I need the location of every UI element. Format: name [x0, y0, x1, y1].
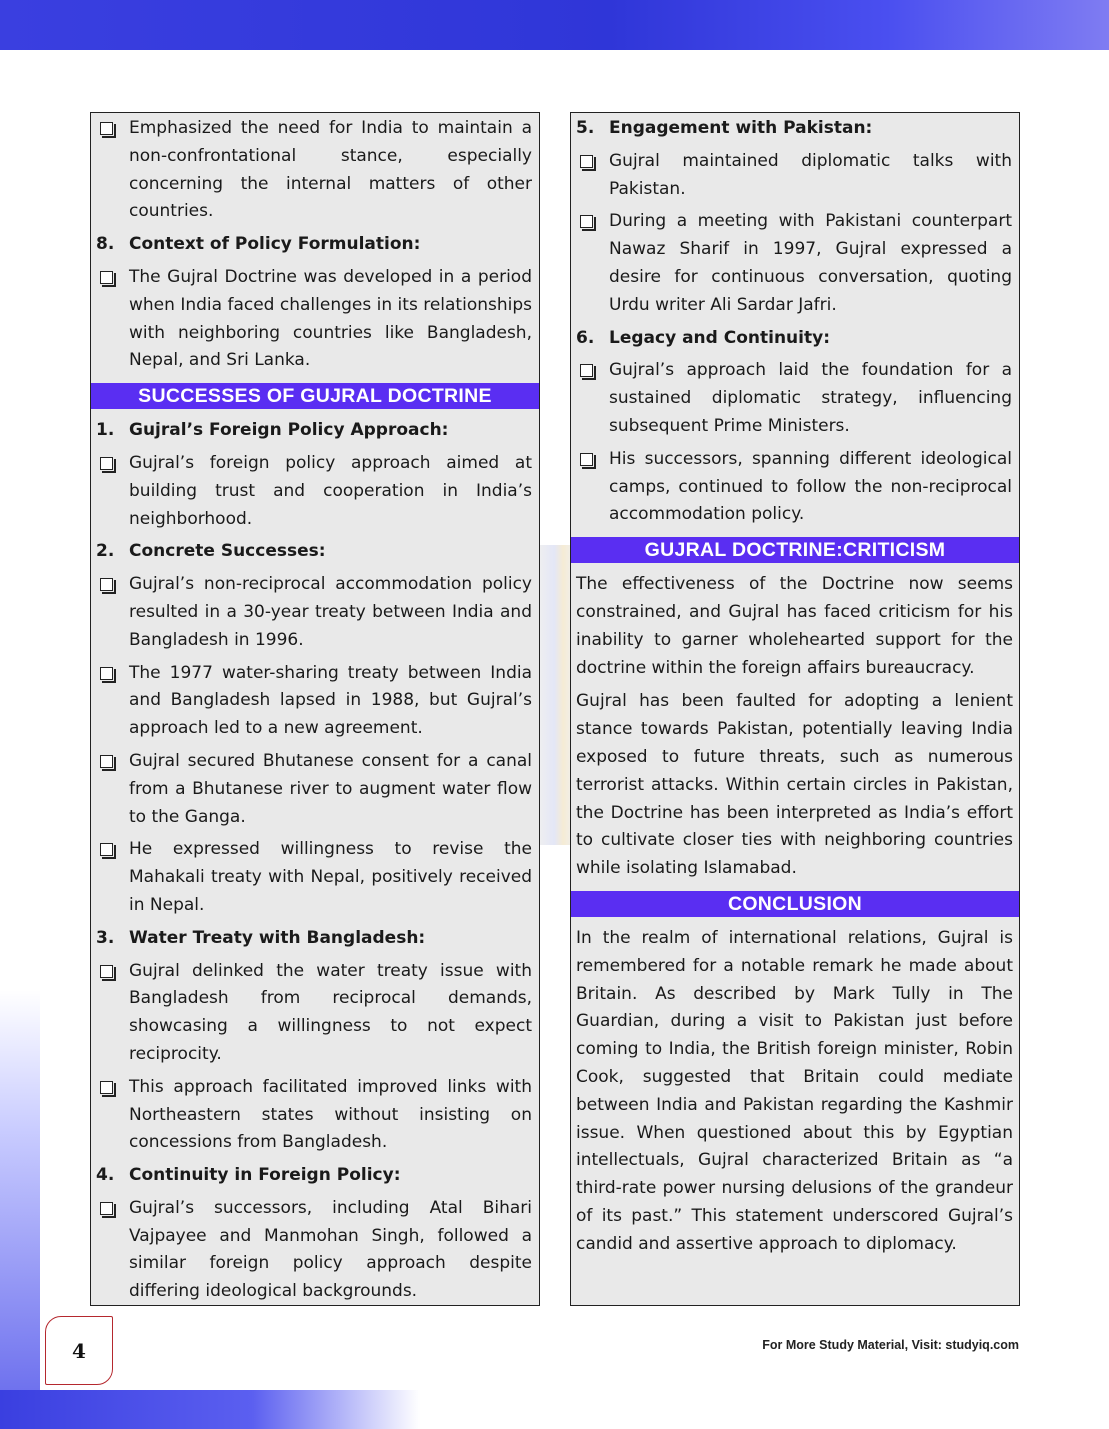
subheading-text: Legacy and Continuity:	[609, 327, 830, 348]
subheading-number: 6.	[576, 327, 595, 348]
paragraph: In the realm of international relations, Gujral is remembered for a notable remark he made about Britain. As described by Mark Tully in The Guardian, during a visit to Pakistan just before coming to India, the British foreign minister, Robin Cook, suggested that Britain could mediate between India and Pakistan regarding the Kashmir issue. When questioned about this by Egyptian intellectuals, Gujral characterized Britain as “a third-rate power nursing delusions of the grandeur of its past.” This statement underscored Gujral’s candid and assertive approach to diplomacy.	[576, 927, 1013, 1254]
bottom-banner	[0, 1390, 420, 1429]
bullet-item	[571, 446, 1019, 529]
bullet-item	[91, 1074, 539, 1157]
top-banner	[0, 0, 1109, 50]
bullet-item	[91, 450, 539, 533]
page-number: 4	[45, 1316, 113, 1385]
section-heading: CONCLUSION	[571, 891, 1019, 917]
bullet-text: This approach facilitated improved links with Northeastern states without insisting on concessions from Bangladesh.	[129, 1076, 532, 1153]
subheading-number: 2.	[96, 541, 115, 562]
checkbox-bullet-icon	[100, 271, 113, 284]
checkbox-bullet-icon	[100, 1081, 113, 1094]
bullet-text: Gujral secured Bhutanese consent for a canal from a Bhutanese river to augment water flow to the Ganga.	[129, 750, 532, 827]
checkbox-bullet-icon	[580, 155, 593, 168]
bullet-text: Gujral’s non-reciprocal accommodation policy resulted in a 30-year treaty between India and Bangladesh in 1996.	[129, 574, 532, 650]
watermark-logo	[538, 545, 574, 845]
numbered-subheading	[571, 115, 1019, 143]
section-heading: GUJRAL DOCTRINE:CRITICISM	[571, 537, 1019, 563]
numbered-subheading	[571, 325, 1019, 353]
numbered-subheading	[91, 1162, 539, 1190]
bullet-item	[91, 958, 539, 1069]
bullet-item	[91, 264, 539, 375]
checkbox-bullet-icon	[100, 457, 113, 470]
footer-text: For More Study Material, Visit: studyiq.com	[762, 1338, 1019, 1352]
bullet-text: Gujral’s foreign policy approach aimed at building trust and cooperation in India’s neighborhood.	[129, 452, 532, 529]
checkbox-bullet-icon	[100, 755, 113, 768]
bullet-item	[571, 357, 1019, 440]
subheading-number: 8.	[96, 234, 115, 255]
left-decoration	[0, 990, 40, 1390]
checkbox-bullet-icon	[100, 122, 113, 135]
subheading-text: Context of Policy Formulation:	[129, 234, 421, 255]
checkbox-bullet-icon	[580, 364, 593, 377]
subheading-number: 4.	[96, 1165, 115, 1186]
checkbox-bullet-icon	[100, 667, 113, 680]
subheading-text: Continuity in Foreign Policy:	[129, 1165, 401, 1186]
numbered-subheading	[91, 417, 539, 445]
paragraph: Gujral has been faulted for adopting a lenient stance towards Pakistan, potentially leaving India exposed to future threats, such as numerous terrorist attacks. Within certain circles in Pakistan, the Doctrine has been interpreted as India’s effort to cultivate closer ties with neighboring countries while isolating Islamabad.	[576, 691, 1013, 879]
bullet-text: Gujral’s approach laid the foundation for a sustained diplomatic strategy, influencing subsequent Prime Ministers.	[609, 360, 1012, 436]
subheading-text: Concrete Successes:	[129, 541, 326, 562]
subheading-number: 1.	[96, 420, 115, 441]
right-column	[570, 112, 1020, 1306]
bullet-text: During a meeting with Pakistani counterpart Nawaz Sharif in 1997, Gujral expressed a desire for continuous conversation, quoting Urdu writer Ali Sardar Jafri.	[609, 211, 1012, 315]
bullet-item	[91, 571, 539, 654]
bullet-item	[571, 148, 1019, 204]
numbered-subheading	[91, 925, 539, 953]
subheading-text: Engagement with Pakistan:	[609, 118, 873, 138]
bullet-item	[571, 208, 1019, 319]
checkbox-bullet-icon	[580, 215, 593, 228]
bullet-text: Gujral delinked the water treaty issue with Bangladesh from reciprocal demands, showcasing a willingness to not expect reciprocity.	[129, 960, 532, 1064]
subheading-text: Gujral’s Foreign Policy Approach:	[129, 420, 449, 441]
subheading-number: 3.	[96, 927, 115, 948]
bullet-text: His successors, spanning different ideological camps, continued to follow the non-reciprocal accommodation policy.	[609, 448, 1012, 525]
bullet-item	[91, 836, 539, 919]
bullet-text: Gujral maintained diplomatic talks with Pakistan.	[609, 150, 1012, 199]
bullet-item	[91, 1195, 539, 1306]
section-heading: SUCCESSES OF GUJRAL DOCTRINE	[91, 383, 539, 409]
left-column	[90, 112, 540, 1306]
bullet-item	[91, 115, 539, 226]
checkbox-bullet-icon	[580, 453, 593, 466]
checkbox-bullet-icon	[100, 578, 113, 591]
bullet-item	[91, 748, 539, 831]
bullet-text: Emphasized the need for India to maintain a non-confrontational stance, especially concerning the internal matters of other countries.	[129, 118, 532, 222]
paragraph: The effectiveness of the Doctrine now seems constrained, and Gujral has faced criticism for his inability to garner wholehearted support for the doctrine within the foreign affairs bureaucracy.	[576, 574, 1013, 678]
checkbox-bullet-icon	[100, 965, 113, 978]
bullet-text: The Gujral Doctrine was developed in a period when India faced challenges in its relationships with neighboring countries like Bangladesh, Nepal, and Sri Lanka.	[129, 266, 532, 371]
checkbox-bullet-icon	[100, 843, 113, 856]
bullet-text: The 1977 water-sharing treaty between India and Bangladesh lapsed in 1988, but Gujral’s approach led to a new agreement.	[129, 662, 532, 739]
bullet-text: Gujral’s successors, including Atal Bihari Vajpayee and Manmohan Singh, followed a similar foreign policy approach despite differing ideological backgrounds.	[129, 1197, 532, 1302]
subheading-number: 5.	[576, 118, 595, 138]
numbered-subheading	[91, 231, 539, 259]
bullet-text: He expressed willingness to revise the Mahakali treaty with Nepal, positively received in Nepal.	[129, 839, 532, 915]
checkbox-bullet-icon	[100, 1202, 113, 1215]
numbered-subheading	[91, 538, 539, 566]
subheading-text: Water Treaty with Bangladesh:	[129, 927, 426, 948]
bullet-item	[91, 660, 539, 743]
